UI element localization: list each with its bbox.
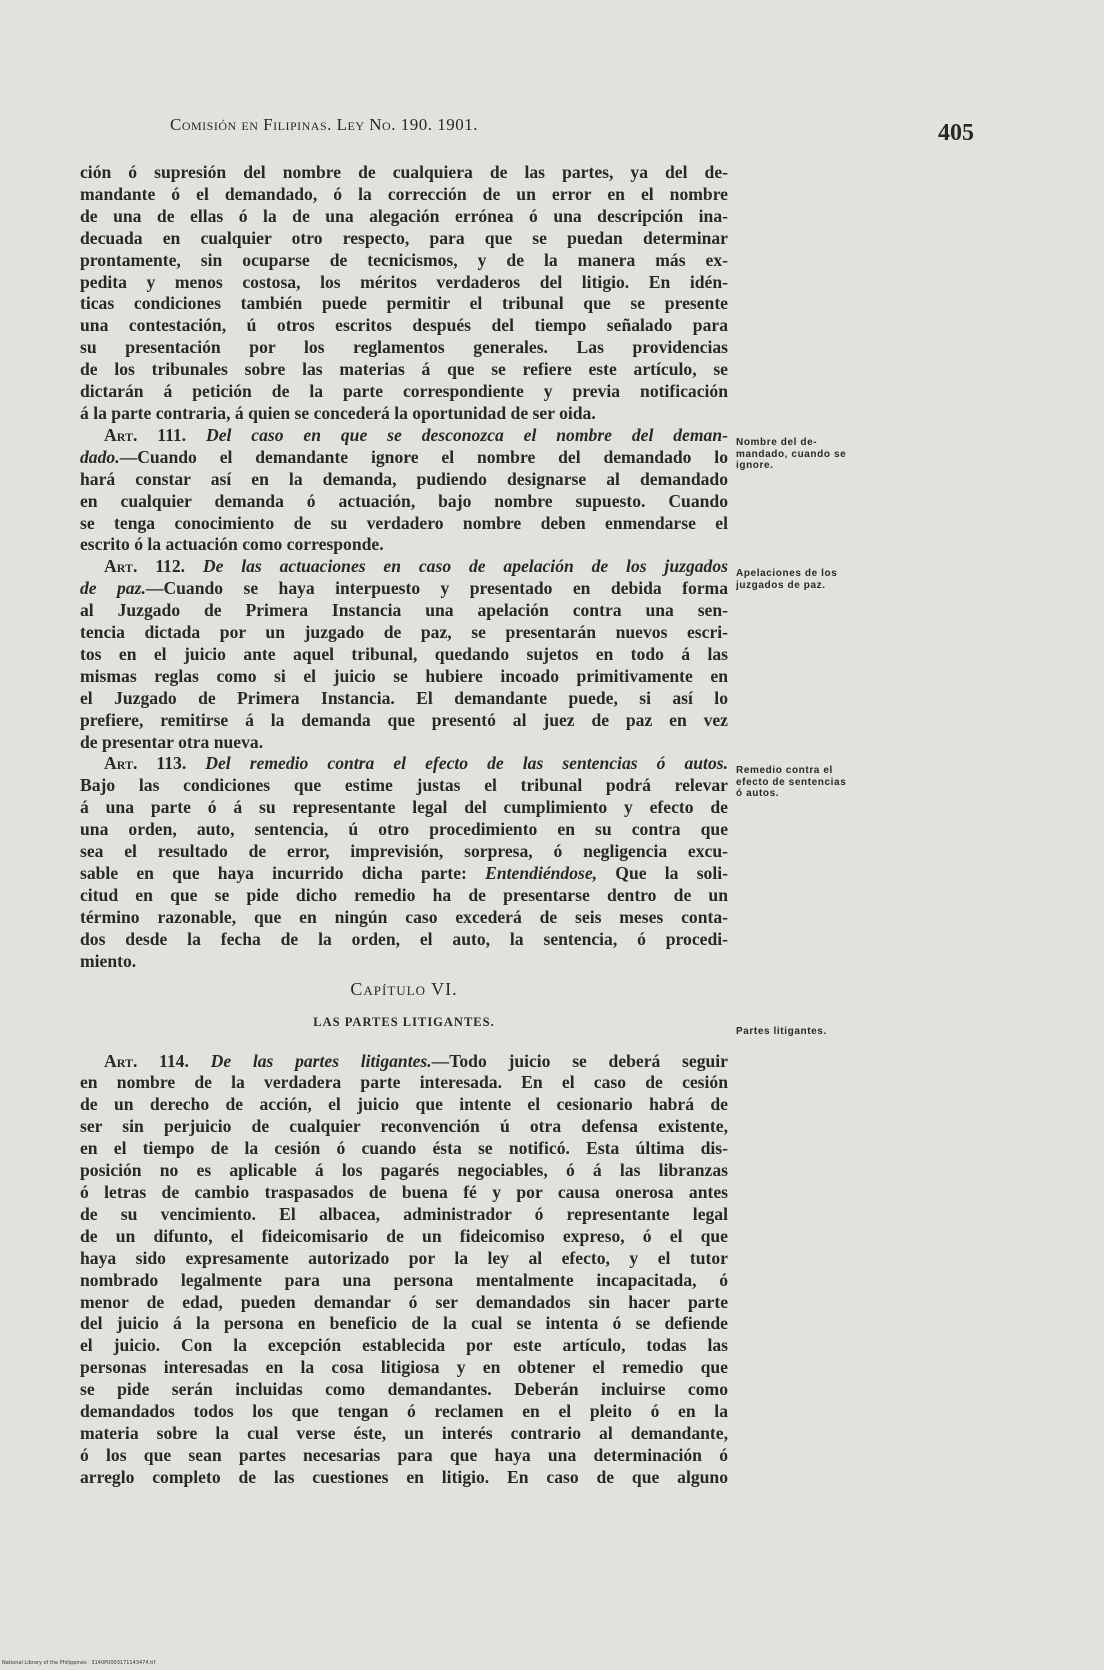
text-line: de un derecho de acción, el juicio que intente el cesionario habrá de [80,1094,728,1115]
text-line: materia sobre la cual verse éste, un interés contrario al demandante, [80,1422,728,1443]
text-line: arreglo completo de las cuestiones en litigio. En caso de que alguno [80,1466,728,1487]
text-line: tos en el juicio ante aquel tribunal, quedando sujetos en todo á las [80,643,728,664]
text-line: en cualquier demanda ó actuación, bajo nombre supuesto. Cuando [80,490,728,511]
text-line: una contestación, ú otros escritos después del tiempo señalado para [80,315,728,336]
text-line: el Juzgado de Primera Instancia. El demandante puede, si así lo [80,687,728,708]
text-line: posición no es aplicable á los pagarés negociables, ó á las libranzas [80,1160,728,1181]
scan-footer: National Library of the Philippines · 3140P0003171143474.tif [2,1660,156,1666]
text-line: de presentar otra nueva. [80,731,264,752]
text-line: mismas reglas como si el juicio se hubiere incoado primitivamente en [80,665,728,686]
text-line: ó letras de cambio traspasados de buena fé y por causa onerosa antes [80,1181,728,1202]
text-line: citud en que se pide dicho remedio ha de presentarse dentro de un [80,884,728,905]
text-line: á una parte ó á su representante legal del cumplimiento y efecto de [80,797,728,818]
article-label: Art. 111. [104,424,187,445]
text-line: ó los que sean partes necesarias para que haya una determinación ó [80,1444,728,1465]
text-line: se pide serán incluidas como demandantes. Deberán incluirse como [80,1379,728,1400]
text-line: de su vencimiento. El albacea, administrador ó representante legal [80,1203,728,1224]
article-title: Del caso en que se desconozca el nombre del deman- [205,424,728,445]
text-line: del juicio á la persona en beneficio de la cual se intenta ó se defiende [80,1313,728,1334]
margin-note-line: juzgados de paz. [736,579,826,591]
text-line: dos desde la fecha de la orden, el auto, la sentencia, ó procedi- [80,928,728,949]
text-line: personas interesadas en la cosa litigiosa y en obtener el remedio que [80,1357,728,1378]
page-number: 405 [938,120,974,146]
text-line: su presentación por los reglamentos generales. Las providencias [80,337,728,358]
article-text: —Todo juicio se deberá seguir [431,1050,728,1071]
text-line: menor de edad, pueden demandar ó ser demandados sin hacer parte [80,1291,728,1312]
article-title: Del remedio contra el efecto de las sentencias ó autos. [205,753,728,774]
article-text: —Cuando el demandante ignore el nombre del demandado lo [119,446,728,467]
margin-note-line: mandado, cuando se [736,448,847,460]
text-line: hará constar así en la demanda, pudiendo designarse al demandado [80,468,728,489]
article-text: sable en que haya incurrido dicha parte: [80,863,467,883]
text-line: haya sido expresamente autorizado por la ley al efecto, y el tutor [80,1247,728,1268]
text-line: escrito ó la actuación como corresponde. [80,534,384,555]
proviso-word: Entendiéndose, [485,863,598,883]
text-line: en el tiempo de la cesión ó cuando ésta se notificó. Esta última dis- [80,1138,728,1159]
margin-note-line: ignore. [736,460,774,471]
text-line: al Juzgado de Primera Instancia una apelación contra una sen- [80,600,728,621]
text-line: de un difunto, el fideicomisario de un fideicomiso expreso, ó el que [80,1225,728,1246]
text-line: ser sin perjuicio de cualquier reconvención ú otra defensa existente, [80,1116,728,1137]
text-line: de los tribunales sobre las materias á que se refiere este artículo, se [80,359,728,380]
margin-note-line: efecto de sentencias [736,776,847,788]
chapter-heading: Capítulo VI. [350,978,458,999]
text-line: prontamente, sin ocuparse de tecnicismos, y de la manera más ex- [80,249,728,270]
text-line: nombrado legalmente para una persona mentalmente incapacitada, ó [80,1269,728,1290]
text-line: á la parte contraria, á quien se concederá la oportunidad de ser oida. [80,402,596,423]
margin-note-line: Remedio contra el [736,765,833,776]
text-line: el juicio. Con la excepción establecida por este artículo, todas las [80,1335,728,1356]
article-title: de paz. [80,578,146,599]
text-line: dictarán á petición de la parte correspondiente y previa notificación [80,381,728,402]
section-heading: LAS PARTES LITIGANTES. [313,1014,495,1029]
text-line: término razonable, que en ningún caso excederá de seis meses conta- [80,906,728,927]
text-line: se tenga conocimiento de su verdadero nombre deben enmendarse el [80,512,728,533]
article-title: De las actuaciones en caso de apelación de los juzgados [202,556,728,577]
article-113-heading [80,753,728,775]
article-text: —Cuando se haya interpuesto y presentado en debida forma [145,578,729,599]
article-title: De las partes litigantes. [210,1050,432,1071]
text-line: miento. [80,950,137,971]
margin-note-nombre-demandado [736,437,896,472]
spacer [80,1039,728,1051]
text-line: ción ó supresión del nombre de cualquiera de las partes, ya del de- [80,162,728,182]
text-line [80,578,728,600]
margin-note-partes-litigantes [736,1026,896,1038]
body-text [80,162,728,1489]
text-line: decuada en cualquier otro respecto, para que se puedan determinar [80,227,728,248]
text-line: de una de ellas ó la de una alegación errónea ó una descripción ina- [80,205,728,226]
article-label: Art. 113. [104,753,187,774]
margin-note-apelaciones [736,568,896,591]
margin-note-line: Partes litigantes. [736,1026,827,1037]
article-label: Art. 114. [104,1050,189,1071]
text-line: tencia dictada por un juzgado de paz, se presentarán nuevos escri- [80,622,728,643]
text-line [80,863,728,885]
margin-note-line: ó autos. [736,788,780,799]
text-line [80,447,728,469]
text-line: una orden, auto, sentencia, ú otro procedimiento en su contra que [80,819,728,840]
article-label: Art. 112. [104,556,186,577]
text-line: sea el resultado de error, imprevisión, sorpresa, ó negligencia excu- [80,841,728,862]
margin-note-remedio [736,765,896,800]
text-line: demandados todos los que tengan ó reclamen en el pleito ó en la [80,1401,728,1422]
article-114-heading [80,1051,728,1073]
article-text: Que la soli- [615,863,728,883]
article-112-heading [80,556,728,578]
text-line: Bajo las condiciones que estime justas el tribunal podrá relevar [80,775,728,796]
running-head: Comisión en Filipinas. Ley No. 190. 1901. [170,115,478,134]
text-line: pedita y menos costosa, los méritos verdaderos del litigio. En idén- [80,271,728,292]
text-line: prefiere, remitirse á la demanda que presentó al juez de paz en vez [80,709,728,730]
article-title: dado. [80,446,120,467]
text-line: mandante ó el demandado, ó la corrección de un error en el nombre [80,183,728,204]
margin-note-line: Nombre del de- [736,437,818,448]
text-line: ticas condiciones también puede permitir el tribunal que se presente [80,293,728,314]
article-111-heading [80,425,728,447]
text-line: en nombre de la verdadera parte interesada. En el caso de cesión [80,1072,728,1093]
margin-note-line: Apelaciones de los [736,568,838,579]
